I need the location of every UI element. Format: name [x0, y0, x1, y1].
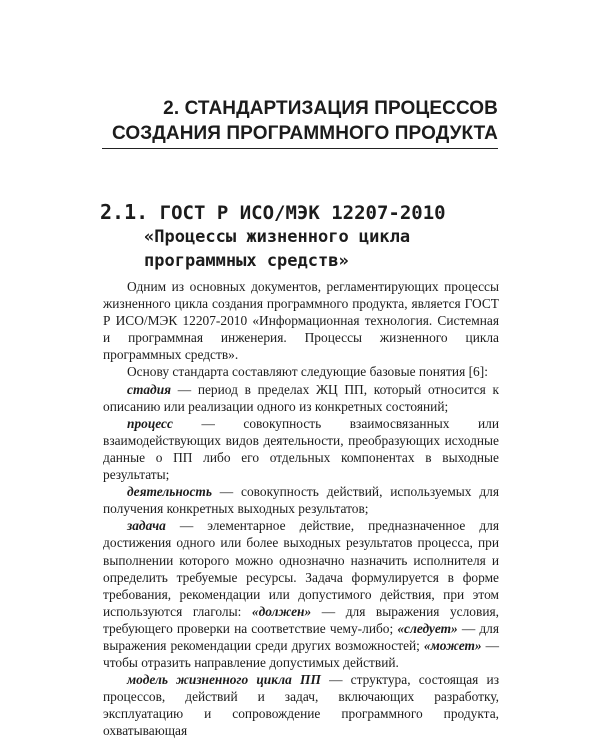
chapter-divider — [102, 148, 498, 149]
section-number: 2.1. — [100, 200, 149, 224]
definition-process-text: — совокупность взаимосвязанных или взаимодействующих видов деятельности, преобразующих исходные данные о ПП либо его отдельных компонентах в выходные результаты; — [103, 415, 499, 483]
definition-task — [103, 517, 499, 671]
section-title-line-2: «Процессы жизненного цикла — [144, 227, 411, 247]
term-stage: стадия — [127, 381, 172, 397]
definition-stage — [103, 381, 499, 415]
term-task: задача — [127, 518, 166, 534]
definition-task-text-3: — для выражения рекомендации среди других возможностей; — [103, 620, 499, 653]
definition-task-text-4: — чтобы отразить направление допустимых действий. — [103, 637, 499, 671]
verb-must: «должен» — [251, 603, 312, 619]
definition-task-text: — элементарное действие, предназначенное для достижения одного или более выходных результатов процесса, при выполнении которого можно однозначно назначить исполнителя и определить требуемые ресурсы. Задача формулируется в форме требования, рекомендации или допустимого действия, при этом используются глаголы: — [103, 518, 499, 619]
term-activity: деятельность — [127, 484, 212, 500]
definition-lifecycle-model — [103, 671, 499, 739]
definition-task-text-2: — для выражения условия, требующего проверки на соответствие чему-либо; — [103, 603, 499, 636]
body-text — [103, 278, 499, 740]
definition-stage-text: — период в пределах ЖЦ ПП, который относится к описанию или реализации одного из конкретных состояний; — [103, 381, 499, 414]
paragraph-intro: Одним из основных документов, регламентирующих процессы жизненного цикла создания программного продукта, является ГОСТ Р ИСО/МЭК 12207-2010 «Информационная технология. Системная и программная инженерия. Процессы жизненного цикла программных средств». — [103, 279, 499, 363]
section-title-line-1: ГОСТ Р ИСО/МЭК 12207-2010 — [159, 202, 446, 224]
chapter-title — [112, 96, 498, 146]
section-title-line-3: программных средств» — [144, 251, 349, 271]
chapter-title-line-2: СОЗДАНИЯ ПРОГРАММНОГО ПРОДУКТА — [112, 123, 498, 144]
verb-may: «может» — [423, 637, 482, 653]
term-process: процесс — [127, 415, 173, 431]
definition-activity-text: — совокупность действий, используемых для получения конкретных выходных результатов; — [103, 484, 499, 517]
paragraph-concepts: Основу стандарта составляют следующие базовые понятия [6]: — [127, 364, 488, 380]
chapter-title-line-1: 2. СТАНДАРТИЗАЦИЯ ПРОЦЕССОВ — [163, 98, 498, 119]
section-heading — [100, 200, 520, 273]
verb-should: «следует» — [397, 620, 458, 636]
term-lifecycle-model: модель жизненного цикла ПП — [127, 672, 321, 688]
definition-lifecycle-model-text: — структура, состоящая из процессов, действий и задач, включающих разработку, эксплуатацию и сопровождение программного продукта, охватывающая — [103, 672, 499, 739]
definition-process — [103, 415, 499, 483]
definition-activity — [103, 483, 499, 517]
